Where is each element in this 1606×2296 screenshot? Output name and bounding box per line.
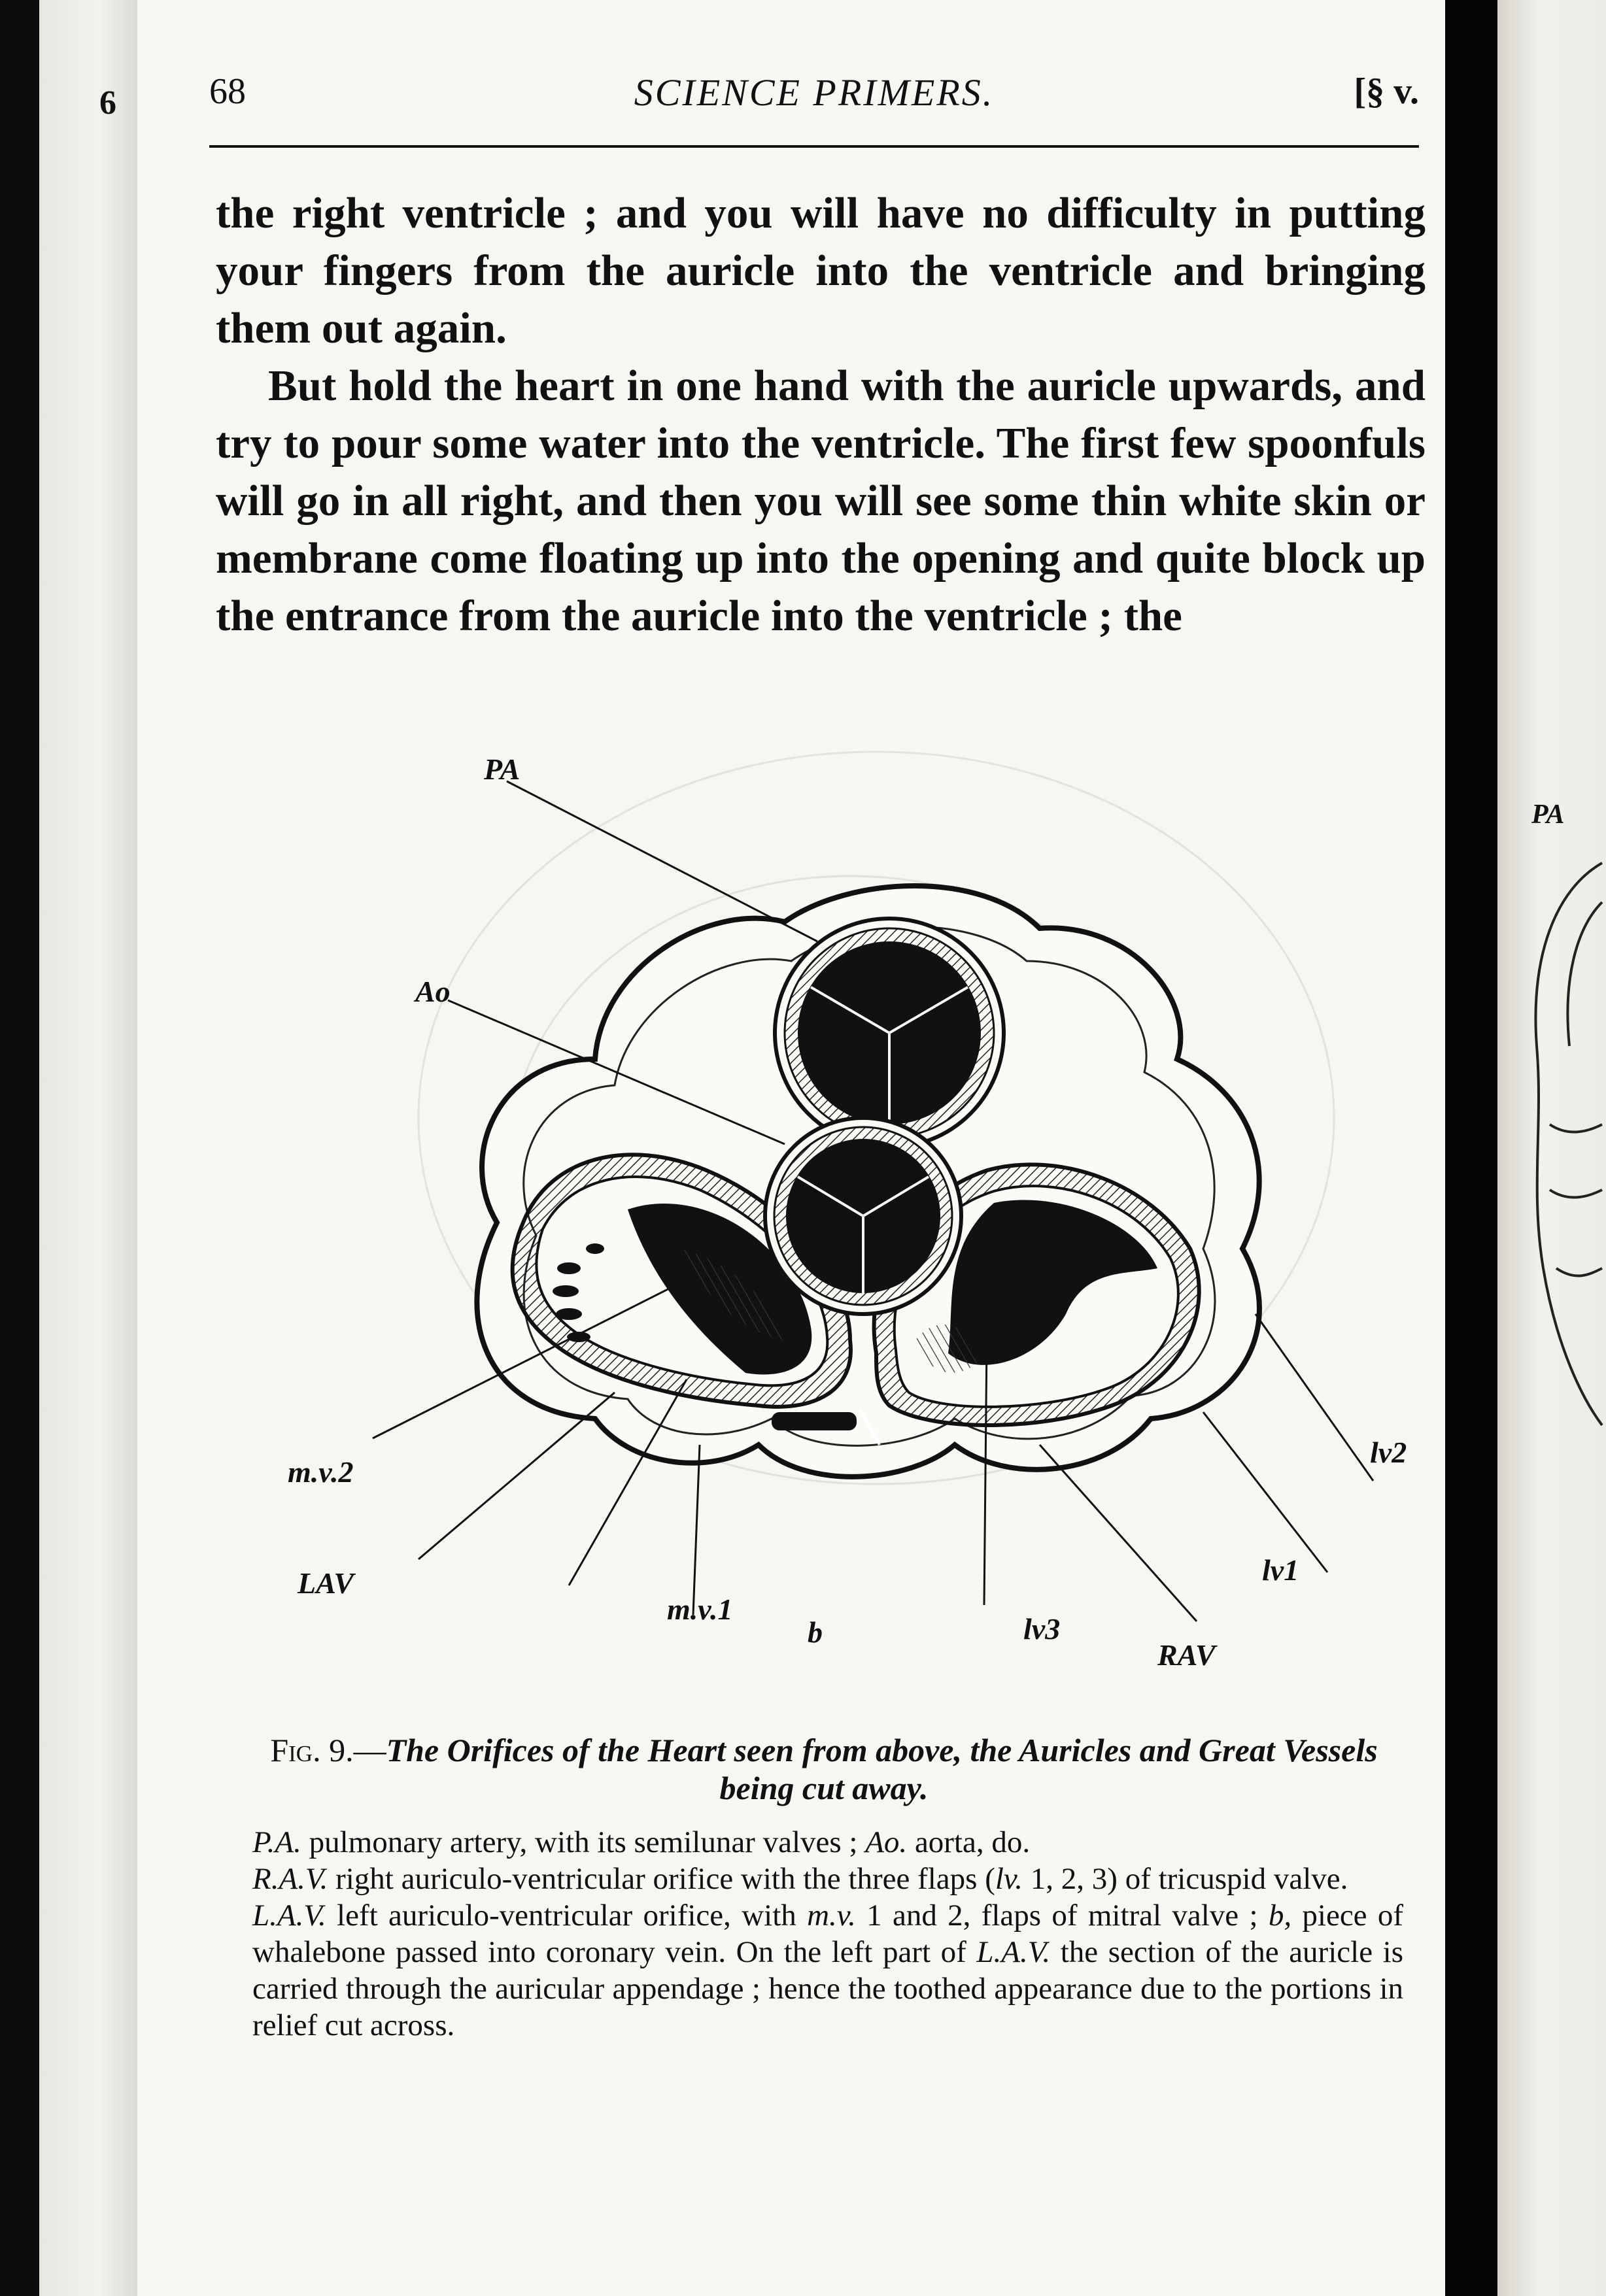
book-gutter (1445, 0, 1497, 2296)
figure-label-b: b (808, 1615, 823, 1649)
figure-legend (252, 1824, 1403, 2044)
legend-text: aorta, do. (907, 1825, 1031, 1859)
figure-label-lv1: lv1 (1262, 1553, 1299, 1587)
legend-text: right auriculo-ventricular orifice with the three flaps ( (328, 1862, 995, 1896)
running-title: SCIENCE PRIMERS. (634, 71, 995, 114)
aorta-valve (765, 1118, 961, 1314)
whalebone-piece (772, 1412, 857, 1430)
legend-abbr: P.A. (252, 1825, 301, 1859)
previous-page-number-fragment: 6 (99, 84, 116, 122)
body-text (216, 184, 1426, 645)
figure-label-ao: Ao (415, 975, 451, 1008)
legend-abbr: lv. (995, 1862, 1023, 1896)
legend-abbr: m.v. (807, 1899, 856, 1933)
figure-label-pa: PA (484, 752, 521, 786)
legend-entry (252, 1861, 1403, 1897)
legend-abbr: L.A.V. (976, 1935, 1051, 1969)
pulmonary-artery-valve (775, 919, 1004, 1147)
legend-text: pulmonary artery, with its semilunar valves ; (301, 1825, 866, 1859)
paragraph: But hold the heart in one hand with the auricle upwards, and try to pour some water into the ventricle. The first few spoonfuls will go in all right, and then you will see some thin white skin or membrane come floating up into the opening and quite block up the entrance from the auricle into the ventricle ; the (216, 362, 1426, 640)
next-page-figure-label: PA (1531, 800, 1565, 830)
figure-label-lv3: lv3 (1023, 1612, 1061, 1646)
legend-abbr: b, (1268, 1899, 1292, 1933)
figure-label-mv1: m.v.1 (667, 1593, 733, 1626)
legend-entry (252, 1897, 1403, 2044)
running-head (209, 71, 1419, 123)
section-marker: [§ v. (1354, 71, 1419, 112)
figure-number: Fig. 9.— (270, 1732, 386, 1768)
legend-text: the section of the auricle is carried through the auricular appendage ; hence the toothed appearance due to the portions in relief cut across. (252, 1935, 1403, 2042)
legend-text: piece of whalebone passed into coronary vein. On the left part of (252, 1899, 1403, 1969)
paragraph: the right ventricle ; and you will have no difficulty in putting your fingers from the auricle into the ventricle and bringing them out again. (216, 189, 1426, 352)
legend-entry (252, 1824, 1403, 1861)
legend-abbr: L.A.V. (252, 1899, 326, 1933)
header-rule (209, 145, 1419, 148)
book-page (137, 0, 1448, 2296)
previous-page-edge (39, 0, 139, 2296)
figure-caption (248, 1731, 1399, 1807)
page-number: 68 (209, 71, 246, 112)
figure-label-lv2: lv2 (1370, 1436, 1407, 1469)
legend-text: 1, 2, 3) of tricuspid valve. (1023, 1862, 1348, 1896)
heart-engraving (288, 752, 1412, 1687)
legend-text: 1 and 2, flaps of mitral valve ; (855, 1899, 1269, 1933)
legend-text: left auriculo-ventricular orifice, with (326, 1899, 808, 1933)
legend-abbr: R.A.V. (252, 1862, 328, 1896)
figure-label-rav: RAV (1157, 1638, 1216, 1672)
heart-orifices-figure (288, 752, 1412, 1687)
legend-abbr: Ao. (865, 1825, 908, 1859)
next-page-figure-fragment (1504, 850, 1606, 1438)
figure-label-lav: LAV (298, 1566, 354, 1600)
figure-label-mv2: m.v.2 (288, 1455, 354, 1489)
figure-title: The Orifices of the Heart seen from above, the Auricles and Great Vessels being cut away. (386, 1732, 1378, 1806)
book-spine-shadow (0, 0, 39, 2296)
